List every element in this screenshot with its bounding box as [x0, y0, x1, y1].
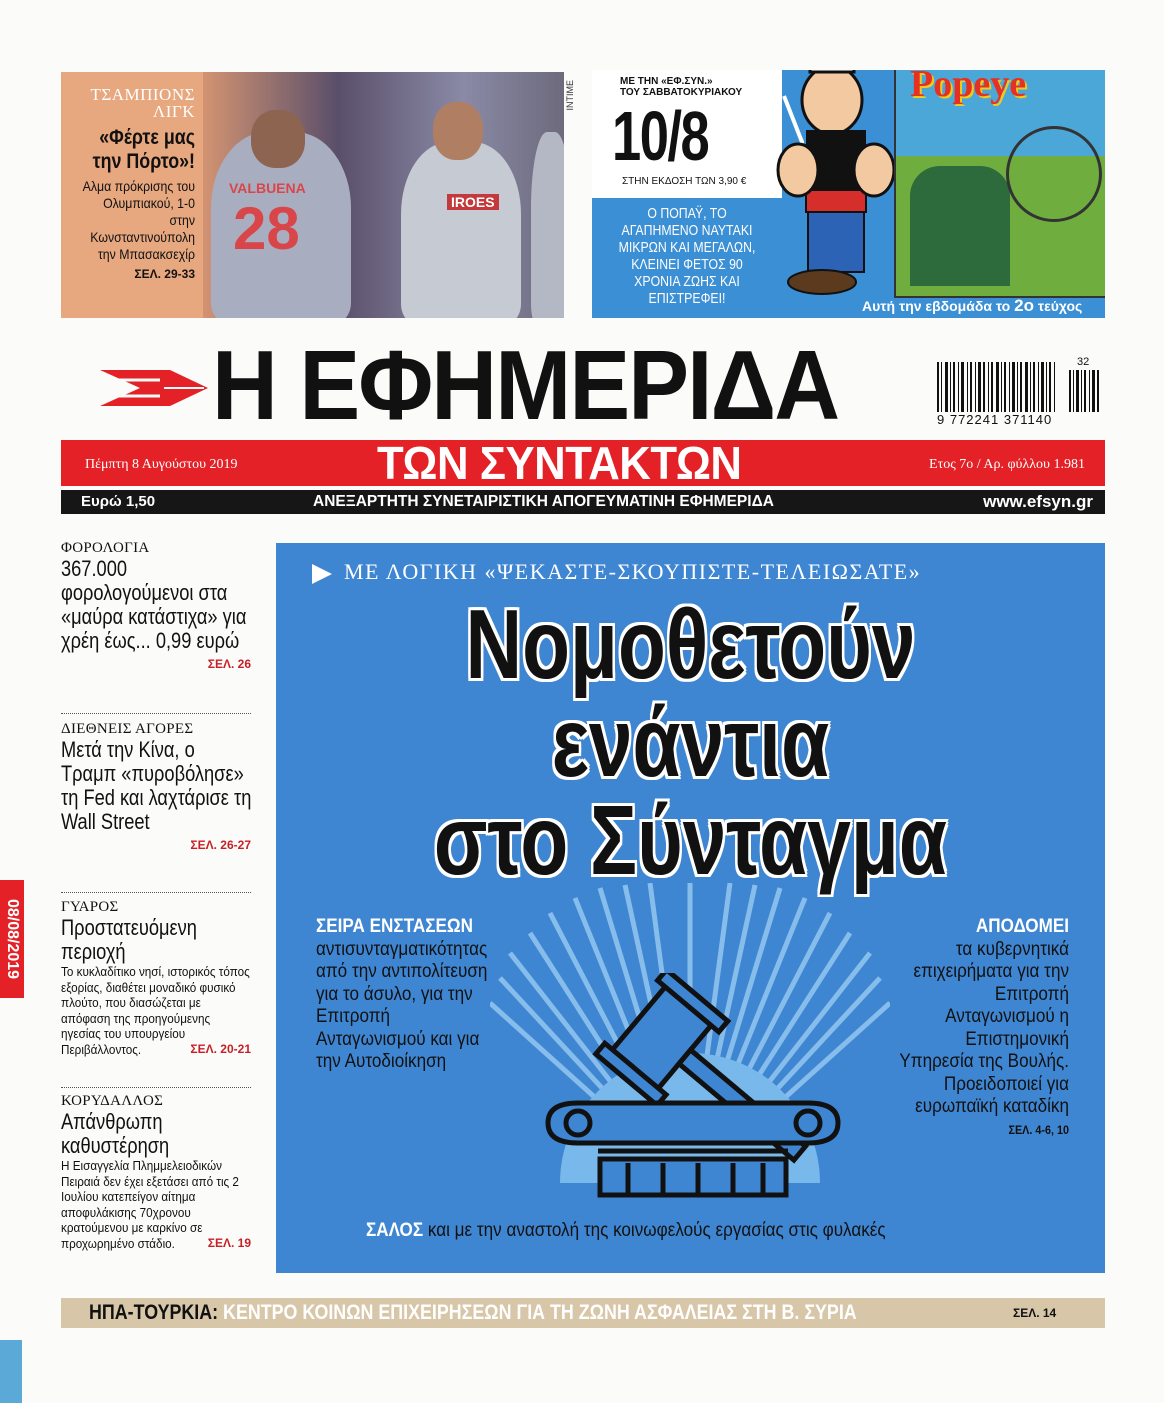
promo-line2: ΤΟΥ ΣΑΒΒΑΤΟΚΥΡΙΑΚΟΥ — [620, 87, 743, 98]
promo-note — [862, 296, 1082, 316]
lead-kicker-text: ΜΕ ΛΟΓΙΚΗ «ΨΕΚΑΣΤΕ-ΣΚΟΥΠΙΣΤΕ-ΤΕΛΕΙΩΣΑΤΕ» — [344, 559, 922, 584]
left-story-1[interactable] — [61, 540, 251, 671]
strip-label: ΗΠΑ-ΤΟΥΡΚΙΑ: — [89, 1301, 219, 1324]
price: Ευρώ 1,50 — [61, 490, 183, 514]
newspaper-title[interactable]: Η ΕΦΗΜΕΡΙΔΑ — [212, 330, 839, 440]
popeye-character-illustration — [770, 70, 900, 300]
story-headline[interactable]: 367.000 φορολογούμενοι στα «μαύρα κατάστιχα» για χρέη έως... 0,99 ευρώ — [61, 556, 247, 653]
story-headline[interactable]: Απάνθρωπη καθυστέρηση — [61, 1109, 170, 1158]
promo-note-bold: 2ο — [1014, 296, 1034, 315]
lead-headline-line1: Νομοθετούν — [465, 589, 916, 699]
lead-right-column — [889, 916, 1069, 1141]
story-page-ref: ΣΕΛ. 19 — [207, 1236, 251, 1250]
sports-teaser-text — [61, 72, 203, 318]
story-kicker: ΓΥΑΡΟΣ — [61, 899, 119, 915]
bottom-news-strip[interactable] — [61, 1298, 1105, 1328]
story-body: Το κυκλαδίτικο νησί, ιστορικός τόπος εξορίας, διαθέτει μοναδικό φυσικό πλούτο, που διασώζεται με απόφαση της προηγούμενης ηγεσίας του υπουργείου Περιβάλλοντος. — [61, 964, 250, 1057]
promo-price: ΣΤΗΝ ΕΚΔΟΣΗ ΤΩΝ 3,90 € — [622, 176, 747, 187]
popeye-promo[interactable] — [592, 70, 1105, 318]
lead-page-ref: ΣΕΛ. 4-6, 10 — [1008, 1122, 1069, 1137]
barcode-number: 9 772241 371140 — [937, 412, 1053, 427]
divider — [61, 892, 251, 893]
player-head-center — [433, 102, 483, 160]
jersey-name: VALBUENA — [229, 180, 306, 196]
promo-date-box — [592, 70, 782, 198]
left-story-2[interactable] — [61, 721, 251, 852]
edge-color-mark — [0, 1340, 22, 1403]
story-kicker: ΦΟΡΟΛΟΓΙΑ — [61, 540, 150, 556]
promo-text: Ο ΠΟΠΑΫ, ΤΟ ΑΓΑΠΗΜΕΝΟ ΝΑΥΤΑΚΙ ΜΙΚΡΩΝ ΚΑΙ ΜΕΓΑΛΩΝ, ΚΛΕΙΝΕΙ ΦΕΤΟΣ 90 ΧΡΟΝΙΑ ΖΩΗΣ ΚΑΙ ΕΠΙΣΤΡΕΦΕΙ! — [618, 205, 756, 307]
player-head-left — [251, 110, 305, 168]
promo-lines — [620, 76, 742, 98]
side-date-tab: 08/08/2019 — [0, 880, 24, 998]
sports-page-ref: ΣΕΛ. 29-33 — [134, 267, 195, 281]
lead-left-column — [316, 916, 496, 1074]
masthead-black-band — [61, 490, 1105, 514]
lead-footer-text: και με την αναστολή της κοινωφελούς εργασίας στις φυλακές — [423, 1220, 886, 1241]
lead-left-highlight: ΣΕΙΡΑ ΕΝΣΤΑΣΕΩΝ — [316, 916, 473, 937]
lead-headline[interactable] — [359, 589, 1022, 895]
barcode — [937, 356, 1105, 430]
story-page-ref: ΣΕΛ. 20-21 — [190, 1042, 251, 1056]
slogan: ΑΝΕΞΑΡΤΗΤΗ ΣΥΝΕΤΑΙΡΙΣΤΙΚΗ ΑΠΟΓΕΥΜΑΤΙΝΗ ΕΦΗΜΕΡΙΔΑ — [313, 493, 774, 510]
sports-subtitle: Αλμα πρόκρισης του Ολυμπιακού, 1-0 στην Κωνσταντινούπολη την Μπασακσεχίρ — [82, 178, 195, 262]
strip-headline — [89, 1301, 857, 1325]
lead-headline-line2: ενάντια — [551, 687, 830, 797]
pen-nib-logo-icon — [100, 360, 210, 416]
lead-right-highlight: ΑΠΟΔΟΜΕΙ — [975, 916, 1069, 937]
promo-note-post: τεύχος — [1033, 298, 1083, 314]
masthead-red-band — [61, 437, 1105, 489]
issue-date: Πέμπτη 8 Αυγούστου 2019 — [85, 457, 238, 472]
strip-page-ref: ΣΕΛ. 14 — [1013, 1306, 1057, 1320]
player-photo-center — [401, 142, 521, 318]
gavel-icon — [538, 973, 858, 1203]
website-link[interactable]: www.efsyn.gr — [971, 490, 1105, 514]
story-headline[interactable]: Μετά την Κίνα, ο Τραμπ «πυροβόλησε» τη Fed και λαχτάρισε τη Wall Street — [61, 737, 252, 834]
lead-kicker — [312, 559, 921, 585]
divider — [61, 713, 251, 714]
lead-footer — [366, 1220, 1032, 1242]
story-headline[interactable]: Προστατευόμενη περιοχή — [61, 915, 197, 964]
cover-ferris-wheel — [1006, 126, 1102, 222]
barcode-bars — [937, 362, 1105, 412]
story-kicker: ΔΙΕΘΝΕΙΣ ΑΓΟΡΕΣ — [61, 721, 194, 737]
lead-footer-highlight: ΣΑΛΟΣ — [366, 1220, 424, 1241]
lead-story[interactable] — [276, 543, 1105, 1273]
lead-left-text: αντισυνταγματικότητας από την αντιπολίτευση για το άσυλο, για την Επιτροπή Ανταγωνισμού και για την Αυτοδιοίκηση — [316, 938, 488, 1072]
sports-teaser[interactable] — [61, 72, 564, 318]
player-photo-right — [531, 132, 564, 318]
jersey-number: 28 — [233, 195, 300, 262]
popeye-logo: Popeye — [910, 70, 1027, 105]
cover-scene — [910, 166, 1010, 286]
photo-credit: INTIME — [565, 80, 575, 111]
promo-date: 10/8 — [612, 97, 709, 175]
barcode-addon: 32 — [1077, 356, 1090, 368]
newspaper-subtitle: ΤΩΝ ΣΥΝΤΑΚΤΩΝ — [377, 437, 742, 489]
promo-line1: ΜΕ ΤΗΝ «ΕΦ.ΣΥΝ.» — [620, 76, 713, 87]
lead-headline-line3: στο Σύνταγμα — [433, 785, 948, 895]
sports-headline[interactable]: «Φέρτε μας την Πόρτο»! — [92, 126, 195, 173]
lead-right-text: τα κυβερνητικά επιχειρήματα για την Επιτροπή Ανταγωνισμού η Επιστημονική Υπηρεσία της Βουλής. Προειδοποιεί για ευρωπαϊκή καταδίκη — [899, 938, 1069, 1117]
story-kicker: ΚΟΡΥΔΑΛΛΟΣ — [61, 1093, 164, 1109]
divider — [61, 1087, 251, 1088]
story-page-ref: ΣΕΛ. 26 — [207, 657, 251, 671]
sponsor-logo: IROES — [447, 194, 499, 210]
play-arrow-icon — [312, 564, 332, 584]
strip-text: ΚΕΝΤΡΟ ΚΟΙΝΩΝ ΕΠΙΧΕΙΡΗΣΕΩΝ ΓΙΑ ΤΗ ΖΩΝΗ ΑΣΦΑΛΕΙΑΣ ΣΤΗ Β. ΣΥΡΙΑ — [218, 1301, 857, 1324]
sports-kicker: ΤΣΑΜΠΙΟΝΣ ΛΙΓΚ — [90, 85, 195, 121]
left-story-4[interactable] — [61, 1093, 251, 1250]
issue-number: Ετος 7ο / Αρ. φύλλου 1.981 — [929, 457, 1085, 472]
promo-note-pre: Αυτή την εβδομάδα το — [862, 298, 1015, 314]
left-story-3[interactable] — [61, 899, 251, 1056]
story-page-ref: ΣΕΛ. 26-27 — [190, 838, 251, 852]
story-body: Η Εισαγγελία Πλημμελειοδικών Πειραιά δεν έχει εξετάσει από τις 2 Ιουλίου κατεπείγον αίτημα αποφυλάκισης 70χρονου κρατούμενου με καρκίνο σε προχωρημένο στάδιο. — [61, 1158, 239, 1251]
